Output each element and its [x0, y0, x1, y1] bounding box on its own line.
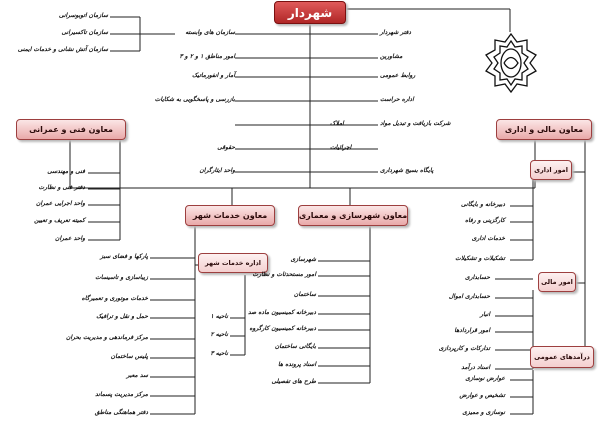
municipality-emblem-icon [482, 32, 540, 94]
list-item: کارگزینی و رفاه [464, 217, 505, 224]
list-item: واحد اجرایی عمران [35, 200, 85, 207]
list-item: املاک [330, 120, 344, 127]
list-item: دفتر شهردار [380, 29, 412, 36]
list-item: دبیرخانه کمیسیون کارگروه [249, 325, 316, 332]
deputy-services-box[interactable]: معاون خدمات شهر [185, 205, 275, 226]
list-item: اسناد پرونده ها [277, 361, 316, 368]
list-item: حسابداری اموال [448, 293, 490, 300]
list-item: بایگانی ساختمان [274, 343, 316, 350]
list-item: اسناد درآمد [461, 364, 490, 371]
list-item: مرکز مدیریت پسماند [95, 391, 148, 398]
list-item: اداره حراست [380, 96, 414, 103]
list-item: پارکها و فضای سبز [100, 253, 148, 260]
list-item: سازمان های وابسته [185, 29, 235, 36]
mayor-box[interactable]: شهردار [274, 1, 346, 24]
region-item: ناحیه ۲ [210, 331, 228, 338]
list-item: آمار و انفورماتیک [192, 72, 235, 79]
list-item: دفتر فنی و نظارت [38, 184, 85, 191]
list-item: امور قراردادها [454, 327, 490, 334]
list-item: مشاورین [380, 53, 403, 60]
finance-office-box[interactable]: امور مالی [538, 272, 576, 292]
list-item: فنی و مهندسی [47, 168, 85, 175]
list-item: کمیته تعریف و تعیین [34, 217, 85, 224]
list-item: دبیرخانه کمیسیون ماده صد [247, 309, 316, 316]
list-item: سازمان اتوبوسرانی [58, 12, 108, 19]
list-item: عوارض نوسازی [465, 375, 505, 382]
deputy-urban-box[interactable]: معاون شهرسازی و معماری [298, 205, 408, 226]
list-item: امور مستحدثات و نظارت [252, 271, 316, 278]
region-item: ناحیه ۳ [210, 350, 228, 357]
list-item: تدارکات و کارپردازی [438, 345, 490, 352]
list-item: تشکیلات و تشکیلات [455, 255, 505, 262]
list-item: دفتر هماهنگی مناطق [94, 409, 148, 416]
list-item: دبیرخانه و بایگانی [461, 201, 505, 208]
list-item: طرح های تفصیلی [271, 378, 316, 385]
admin-office-box[interactable]: امور اداری [530, 160, 572, 180]
list-item: بازرسی و پاسخگویی به شکایات [154, 96, 235, 103]
deputy-finance-box[interactable]: معاون مالی و اداری [496, 119, 592, 140]
list-item: حسابداری [465, 274, 490, 281]
list-item: روابط عمومی [380, 72, 416, 79]
list-item: شرکت بازیافت و تبدیل مواد [380, 120, 451, 127]
list-item: واحد ایثارگران [199, 167, 235, 174]
list-item: اجرائیات [330, 144, 352, 151]
list-item: خدمات اداری [471, 235, 505, 242]
list-item: مرکز فرماندهی و مدیریت بحران [66, 334, 148, 341]
list-item: تشخیص و عوارض [459, 392, 505, 399]
list-item: سد معبر [126, 372, 148, 379]
services-office-box[interactable]: اداره خدمات شهر [198, 253, 268, 273]
list-item: پایگاه بسیج شهرداری [380, 167, 434, 174]
list-item: حمل و نقل و ترافیک [96, 313, 148, 320]
list-item: سازمان آتش نشانی و خدمات ایمنی [17, 46, 108, 53]
region-item: ناحیه ۱ [210, 313, 228, 320]
list-item: پلیس ساختمان [110, 353, 148, 360]
list-item: امور مناطق ۱ و ۲ و ۳ [179, 53, 235, 60]
list-item: انبار [480, 311, 490, 318]
list-item: ساختمان [293, 291, 316, 298]
deputy-technical-box[interactable]: معاون فنی و عمرانی [16, 119, 126, 140]
list-item: واحد عمران [55, 235, 85, 242]
list-item: حقوقی [217, 144, 235, 151]
list-item: نوسازی و ممیزی [462, 409, 505, 416]
list-item: شهرسازی [290, 256, 316, 263]
list-item: زیباسازی و تاسیسات [95, 274, 148, 281]
list-item: خدمات موتوری و تعمیرگاه [81, 295, 148, 302]
list-item: سازمان تاکسیرانی [61, 29, 108, 36]
revenue-office-box[interactable]: درآمدهای عمومی [530, 346, 594, 368]
